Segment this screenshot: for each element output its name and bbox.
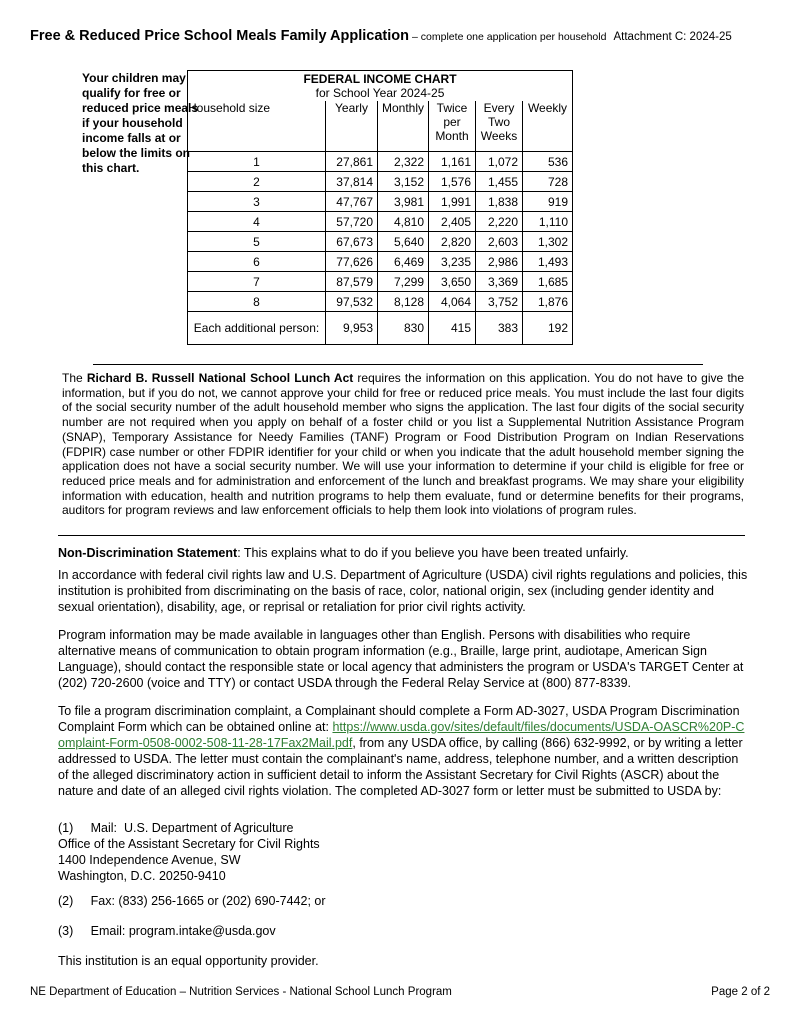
cell-weekly: 536 <box>523 152 573 172</box>
cell-twice-per-month: 415 <box>429 312 476 345</box>
table-row <box>188 232 573 252</box>
footer-department: NE Department of Education – Nutrition Services - National School Lunch Program <box>30 986 452 998</box>
cell-monthly: 2,322 <box>378 152 429 172</box>
federal-income-chart <box>187 70 573 345</box>
col-weekly: Weekly <box>523 101 573 152</box>
cell-twice-per-month: 4,064 <box>429 292 476 312</box>
table-row <box>188 252 573 272</box>
chart-title: FEDERAL INCOME CHART <box>303 72 457 86</box>
act-lead: The <box>62 371 87 385</box>
cell-twice-per-month: 1,161 <box>429 152 476 172</box>
cell-size: 6 <box>188 252 326 272</box>
cell-size: 8 <box>188 292 326 312</box>
cell-twice-per-month: 1,991 <box>429 192 476 212</box>
cell-size: 5 <box>188 232 326 252</box>
col-every-two-weeks: Every Two Weeks <box>476 101 523 152</box>
nondiscrimination-heading <box>58 545 748 561</box>
col-monthly: Monthly <box>378 101 429 152</box>
col-twice-per-month: Twice per Month <box>429 101 476 152</box>
act-text: requires the information on this application. You do not have to give the information, but if you do not, we cannot approve your child for free or reduced price meals. You must include the last four digits of the social security number of the adult household member who signs the application. The last four digits of the social security number are not required when you apply on behalf of a foster child or you list a Supplemental Nutrition Assistance Program (SNAP), Temporary Assistance for Needy Families (TANF) Program or Food Distribution Program on Indian Reservations (FDPIR) case number or other FDPIR identifier for your child or when you indicate that the adult household member signing the application does not have a social security number. We will use your information to determine if your child is eligible for free or reduced price meals and for administration and enforcement of the lunch and breakfast programs. We may share your eligibility information with education, health and nutrition programs to help them evaluate, fund or determine benefits for their programs, auditors for program reviews and law enforcement officials to help them look into violations of program rules. <box>62 371 745 518</box>
cell-every-two-weeks: 1,072 <box>476 152 523 172</box>
cell-weekly: 1,685 <box>523 272 573 292</box>
cell-weekly: 192 <box>523 312 573 345</box>
equal-opportunity-statement: This institution is an equal opportunity provider. <box>58 954 319 968</box>
cell-twice-per-month: 1,576 <box>429 172 476 192</box>
page-number: Page 2 of 2 <box>711 986 770 998</box>
form-subtitle: – complete one application per household <box>412 31 607 43</box>
complaint-paragraph <box>58 703 748 799</box>
cell-every-two-weeks: 1,455 <box>476 172 523 192</box>
nondiscrimination-paragraph-1: In accordance with federal civil rights law and U.S. Department of Agriculture (USDA) civil rights regulations and policies, this institution is prohibited from discriminating on the basis of race, color, national origin, sex (including gender identity and sexual orientation), disability, age, or reprisal or retaliation for prior civil rights activity. <box>58 568 748 614</box>
mail-line-2: Office of the Assistant Secretary for Civil Rights <box>58 837 320 851</box>
col-yearly: Yearly <box>326 101 378 152</box>
cell-yearly: 27,861 <box>326 152 378 172</box>
nondiscrimination-title: Non-Discrimination Statement <box>58 546 238 560</box>
cell-twice-per-month: 2,820 <box>429 232 476 252</box>
mail-line-4: Washington, D.C. 20250-9410 <box>58 869 226 883</box>
cell-monthly: 830 <box>378 312 429 345</box>
cell-weekly: 728 <box>523 172 573 192</box>
cell-twice-per-month: 3,235 <box>429 252 476 272</box>
chart-header-row <box>188 101 573 152</box>
cell-weekly: 1,302 <box>523 232 573 252</box>
chart-caption-row <box>188 71 573 102</box>
cell-yearly: 47,767 <box>326 192 378 212</box>
cell-size: 2 <box>188 172 326 192</box>
cell-twice-per-month: 2,405 <box>429 212 476 232</box>
table-row <box>188 272 573 292</box>
cell-monthly: 3,152 <box>378 172 429 192</box>
cell-yearly: 97,532 <box>326 292 378 312</box>
cell-monthly: 7,299 <box>378 272 429 292</box>
table-row <box>188 152 573 172</box>
eligibility-note: Your children may qualify for free or reduced price meals if your household income falls at or below the limits on this chart. <box>82 71 199 175</box>
cell-size: 4 <box>188 212 326 232</box>
cell-every-two-weeks: 383 <box>476 312 523 345</box>
cell-every-two-weeks: 2,603 <box>476 232 523 252</box>
nondiscrimination-intro: : This explains what to do if you believe you have been treated unfairly. <box>237 546 629 560</box>
cell-monthly: 3,981 <box>378 192 429 212</box>
cell-weekly: 1,876 <box>523 292 573 312</box>
privacy-act-statement <box>62 371 744 518</box>
cell-weekly: 919 <box>523 192 573 212</box>
cell-every-two-weeks: 1,838 <box>476 192 523 212</box>
nondiscrimination-paragraph-2: Program information may be made available in languages other than English. Persons with disabilities who require alternative means of communication to obtain program information (e.g., Braille, large print, audiotape, American Sign Language), should contact the responsible state or local agency that administers the program or USDA's TARGET Center at (202) 720-2600 (voice and TTY) or contact USDA through the Federal Relay Service at (800) 877-8339. <box>58 628 744 690</box>
section-divider <box>58 535 745 536</box>
cell-weekly: 1,493 <box>523 252 573 272</box>
cell-yearly: 87,579 <box>326 272 378 292</box>
mail-line-1: (1) Mail: U.S. Department of Agriculture <box>58 821 294 835</box>
mail-address-block <box>58 820 748 884</box>
cell-yearly: 57,720 <box>326 212 378 232</box>
email-line: (3) Email: program.intake@usda.gov <box>58 924 276 938</box>
cell-size: 1 <box>188 152 326 172</box>
cell-monthly: 4,810 <box>378 212 429 232</box>
page-header <box>30 28 770 44</box>
table-row <box>188 312 573 345</box>
table-row <box>188 172 573 192</box>
cell-monthly: 6,469 <box>378 252 429 272</box>
section-divider <box>93 364 703 365</box>
cell-yearly: 9,953 <box>326 312 378 345</box>
chart-caption <box>188 71 573 102</box>
cell-size: Each additional person: <box>188 312 326 345</box>
table-row <box>188 192 573 212</box>
cell-every-two-weeks: 2,986 <box>476 252 523 272</box>
cell-every-two-weeks: 2,220 <box>476 212 523 232</box>
cell-every-two-weeks: 3,369 <box>476 272 523 292</box>
complaint-form-link[interactable]: https://www.usda.gov/sites/default/files/documents/USDA-OASCR%20P-Complaint-Form-0508-0002-508-11-28-17Fax2Mail.pdf <box>58 720 745 750</box>
complaint-text-b: , from any USDA office, by calling (866) 632-9992, or by writing a letter addressed to USDA. The letter must contain the complainant's name, address, telephone number, and a written description of the alleged discriminatory action in sufficient detail to inform the Assistant Secretary for Civil Rights (ASCR) about the nature and date of an alleged civil rights violation. The completed AD-3027 form or letter must be submitted to USDA by: <box>58 736 743 798</box>
page-footer <box>30 986 770 998</box>
cell-size: 7 <box>188 272 326 292</box>
cell-weekly: 1,110 <box>523 212 573 232</box>
col-household-size: Household size <box>188 101 326 152</box>
cell-yearly: 67,673 <box>326 232 378 252</box>
cell-monthly: 8,128 <box>378 292 429 312</box>
fax-line: (2) Fax: (833) 256-1665 or (202) 690-7442; or <box>58 894 326 908</box>
complaint-text-a: To file a program discrimination complaint, a Complainant should complete a Form AD-3027, USDA Program Discrimination Complaint Form which can be obtained online at: <box>58 704 740 734</box>
cell-every-two-weeks: 3,752 <box>476 292 523 312</box>
cell-yearly: 37,814 <box>326 172 378 192</box>
attachment-label: Attachment C: 2024-25 <box>613 31 732 43</box>
cell-twice-per-month: 3,650 <box>429 272 476 292</box>
chart-subtitle: for School Year 2024-25 <box>315 86 445 100</box>
act-name: Richard B. Russell National School Lunch Act <box>86 371 354 385</box>
form-title: Free & Reduced Price School Meals Family Application <box>30 28 409 44</box>
cell-size: 3 <box>188 192 326 212</box>
cell-yearly: 77,626 <box>326 252 378 272</box>
cell-monthly: 5,640 <box>378 232 429 252</box>
table-row <box>188 212 573 232</box>
table-row <box>188 292 573 312</box>
mail-line-3: 1400 Independence Avenue, SW <box>58 853 241 867</box>
